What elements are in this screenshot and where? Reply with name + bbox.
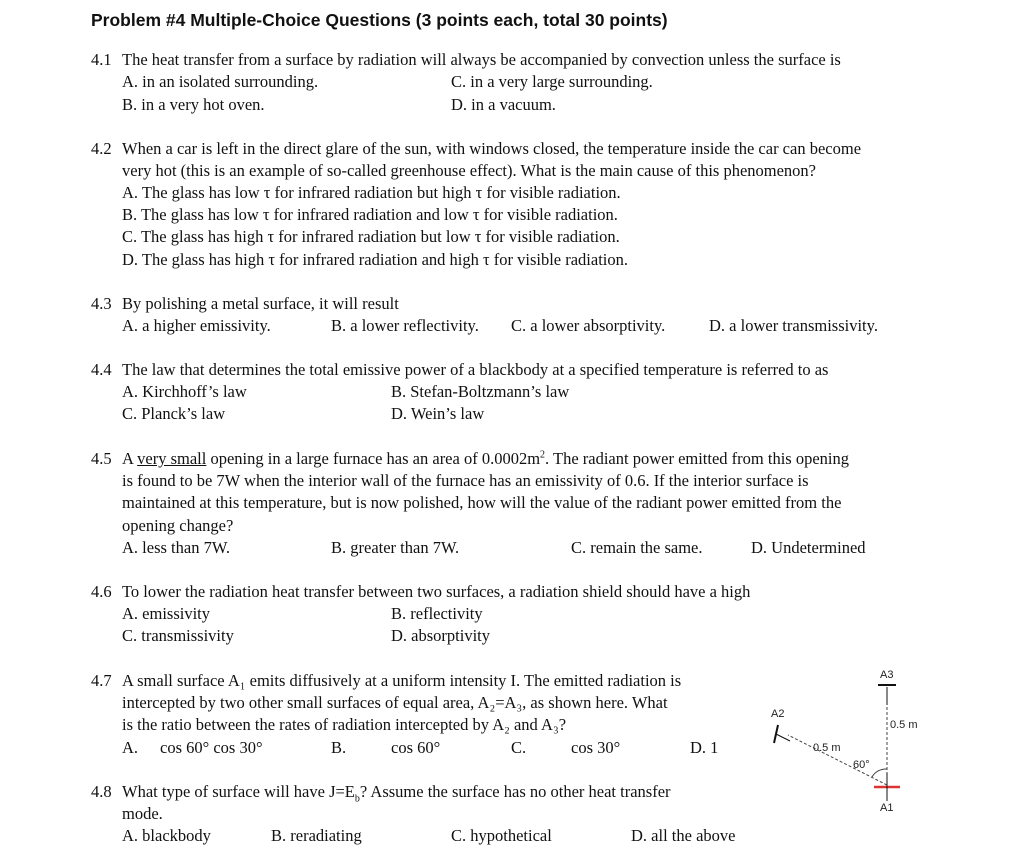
- q45-option-a: A. less than 7W.: [122, 538, 231, 557]
- q44-option-b: B. Stefan-Boltzmann’s law: [391, 382, 570, 401]
- q47-option-d: D. 1: [690, 738, 719, 757]
- q41-number: 4.1: [91, 50, 112, 69]
- q47-option-a: cos 60° cos 30°: [160, 738, 263, 757]
- q48-stem-line1: What type of surface will have $J=E_b$? Assume the surface has no other heat transfer: [122, 782, 671, 805]
- q44-stem: The law that determines the total emissive power of a blackbody at a specified temperature is referred to as: [122, 360, 829, 379]
- q45-number: 4.5: [91, 449, 112, 468]
- q48-stem-line2: mode.: [122, 804, 163, 823]
- q41-option-b: B. in a very hot oven.: [122, 95, 265, 114]
- angle-label: 60°: [853, 759, 870, 771]
- q42-number: 4.2: [91, 139, 112, 158]
- q45-option-c: C. remain the same.: [571, 538, 703, 557]
- q44-option-c: C. Planck’s law: [122, 404, 226, 423]
- angled-distance-label: 0.5 m: [813, 742, 841, 754]
- q47-option-b: cos 60°: [391, 738, 441, 757]
- q43-option-a: A. a higher emissivity.: [122, 316, 271, 335]
- q47-number: 4.7: [91, 671, 112, 690]
- q47-option-b-label: B.: [331, 738, 347, 757]
- q47-option-a-label: A.: [122, 738, 139, 757]
- q47-stem-line2: intercepted by two other small surfaces of equal area, A₂=A₃, as shown here. What: [122, 693, 668, 712]
- q45-emphasis: very small: [137, 449, 207, 468]
- q44-option-a: A. Kirchhoff’s law: [122, 382, 247, 401]
- q48-option-a: A. blackbody: [122, 826, 211, 845]
- a3-label: A3: [880, 669, 894, 681]
- q43-option-d: D. a lower transmissivity.: [709, 316, 878, 335]
- q41-option-d: D. in a vacuum.: [451, 95, 556, 114]
- q48-number: 4.8: [91, 782, 112, 801]
- q46-option-b: B. reflectivity: [391, 604, 483, 623]
- q48-option-c: C. hypothetical: [451, 826, 552, 845]
- q42-option-d: D. The glass has high τ for infrared radiation and high τ for visible radiation.: [122, 250, 628, 269]
- q42-stem-line1: When a car is left in the direct glare of the sun, with windows closed, the temperature inside the car can become: [122, 139, 862, 158]
- page-title: Problem #4 Multiple-Choice Questions (3 points each, total 30 points): [91, 10, 668, 30]
- q42-option-b: B. The glass has low τ for infrared radiation and low τ for visible radiation.: [122, 205, 618, 224]
- a2-label: A2: [771, 708, 785, 720]
- q46-option-d: D. absorptivity: [391, 626, 490, 645]
- q46-number: 4.6: [91, 582, 112, 601]
- q44-number: 4.4: [91, 360, 112, 379]
- q44-option-d: D. Wein’s law: [391, 404, 485, 423]
- angle-arc: [872, 769, 887, 777]
- q45-option-b: B. greater than 7W.: [331, 538, 460, 557]
- q42-stem-line2: very hot (this is an example of so-called greenhouse effect). What is the main cause of this phenomenon?: [122, 161, 816, 180]
- a2-leader: [776, 734, 790, 741]
- q47-option-c: cos 30°: [571, 738, 621, 757]
- q48-option-d: D. all the above: [631, 826, 736, 845]
- q47-option-c-label: C.: [511, 738, 527, 757]
- q45-option-d: D. Undetermined: [751, 538, 866, 557]
- vertical-distance-label: 0.5 m: [890, 719, 918, 731]
- q43-option-b: B. a lower reflectivity.: [331, 316, 479, 335]
- q46-option-a: A. emissivity: [122, 604, 211, 623]
- q41-option-a: A. in an isolated surrounding.: [122, 72, 319, 91]
- q45-stem-line1: A very small opening in a large furnace has an area of $0.0002m^2$. The radiant power emitted from this opening: [122, 449, 849, 468]
- q41-option-c: C. in a very large surrounding.: [451, 72, 653, 91]
- q45-stem-line2: is found to be 7W when the interior wall of the furnace has an emissivity of 0.6. If the interior surface is: [122, 471, 809, 490]
- q46-option-c: C. transmissivity: [122, 626, 234, 645]
- q42-option-a: A. The glass has low τ for infrared radiation but high τ for visible radiation.: [122, 183, 621, 202]
- q47-stem-line1: A small surface A₁ emits diffusively at a uniform intensity I. The emitted radiation is: [122, 671, 682, 690]
- q41-stem: The heat transfer from a surface by radiation will always be accompanied by convection unless the surface is: [122, 50, 841, 69]
- q47-stem-line3: is the ratio between the rates of radiation intercepted by A₂ and A₃?: [122, 715, 567, 734]
- q43-number: 4.3: [91, 294, 112, 313]
- q45-stem-line3: maintained at this temperature, but is now polished, how will the value of the radiant power emitted from the: [122, 493, 842, 512]
- q43-stem: By polishing a metal surface, it will result: [122, 294, 399, 313]
- q46-stem: To lower the radiation heat transfer between two surfaces, a radiation shield should have a high: [122, 582, 751, 601]
- a1-label: A1: [880, 802, 894, 814]
- q42-option-c: C. The glass has high τ for infrared radiation but low τ for visible radiation.: [122, 227, 620, 246]
- q43-option-c: C. a lower absorptivity.: [511, 316, 666, 335]
- q45-stem-line4: opening change?: [122, 516, 234, 535]
- geometry-diagram: [760, 665, 940, 825]
- q48-option-b: B. reradiating: [271, 826, 362, 845]
